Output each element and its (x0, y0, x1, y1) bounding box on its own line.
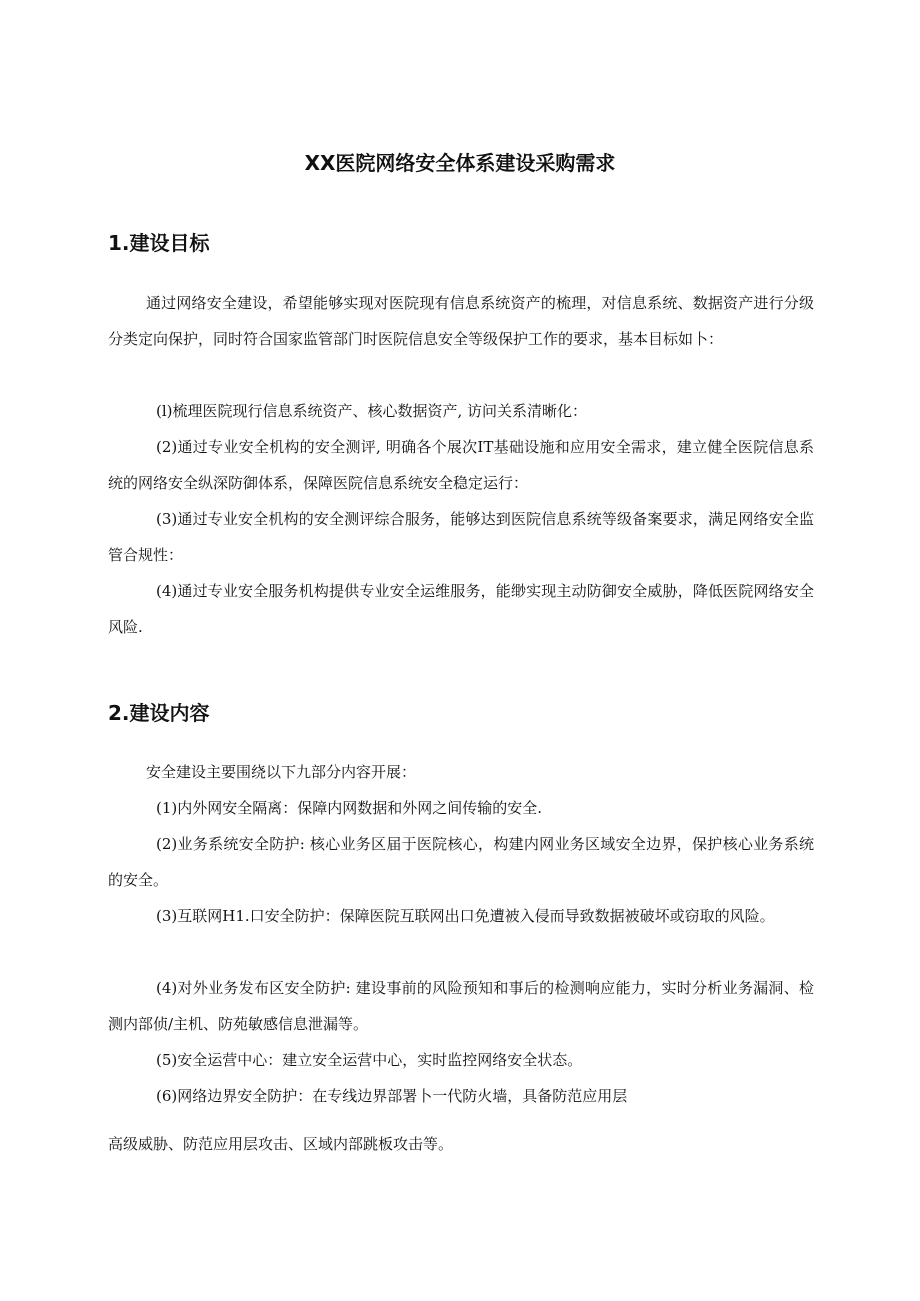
section-1-item-4: (4)通过专业安全服务机构提供专业安全运维服务，能缈实现主动防御安全威胁，降低医院网络安全风险. (108, 582, 814, 636)
section-1-item-2: (2)通过专业安全机构的安全测评, 明确各个展次IT基础设施和应用安全需求，建立健全医院信息系统的网络安全纵深防御体系，保障医院信息系统安全稳定运行： (108, 438, 814, 492)
document-title: XX医院网络安全体系建设采购需求 (304, 151, 616, 175)
section-2-item-3: (3)互联网H1.口安全防护：保障医院互联网出口免遭被入侵而导致数据被破坏或窃取的风险。 (156, 907, 775, 925)
section-2-item-1: (1)内外网安全隔离：保障内网数据和外网之间传输的安全. (156, 799, 543, 817)
section-1-intro: 通过网络安全建设，希望能够实现对医院现有信息系统资产的梳理，对信息系统、数据资产进行分级分类定向保护，同时符合国家监管部门时医院信息安全等级保护工作的要求，基本目标如卜： (108, 294, 814, 348)
section-2-item-6-continuation: 高级威胁、防范应用层攻击、区域内部跳板攻击等。 (108, 1135, 454, 1153)
section-2-item-5: (5)安全运营中心：建立安全运营中心，实时监控网络安全状态。 (156, 1051, 583, 1069)
section-1-item-3: (3)通过专业安全机构的安全测评综合服务，能够达到医院信息系统等级备案要求，满足网络安全监管合规性： (108, 510, 814, 564)
section-2-item-4: (4)对外业务发布区安全防护: 建设事前的风险预知和事后的检测响应能力，实时分析业务漏洞、检测内部侦/主机、防苑敏感信息泄漏等。 (108, 979, 814, 1033)
section-2-item-2: (2)业务系统安全防护: 核心业务区届于医院核心，构建内网业务区域安全边界，保护核心业务系统的安全。 (108, 835, 814, 889)
section-1-item-1: (l)梳理医院现行信息系统资产、核心数据资产, 访问关系清晰化： (156, 402, 588, 420)
section-2-intro: 安全建设主要围绕以下九部分内容开展： (146, 763, 417, 781)
section-2-heading: 2.建设内容 (108, 701, 210, 725)
section-2-item-6: (6)网络边界安全防护：在专线边界部署卜一代防火墙，具备防范应用层 (156, 1087, 628, 1105)
section-1-heading: 1.建设目标 (108, 231, 210, 255)
